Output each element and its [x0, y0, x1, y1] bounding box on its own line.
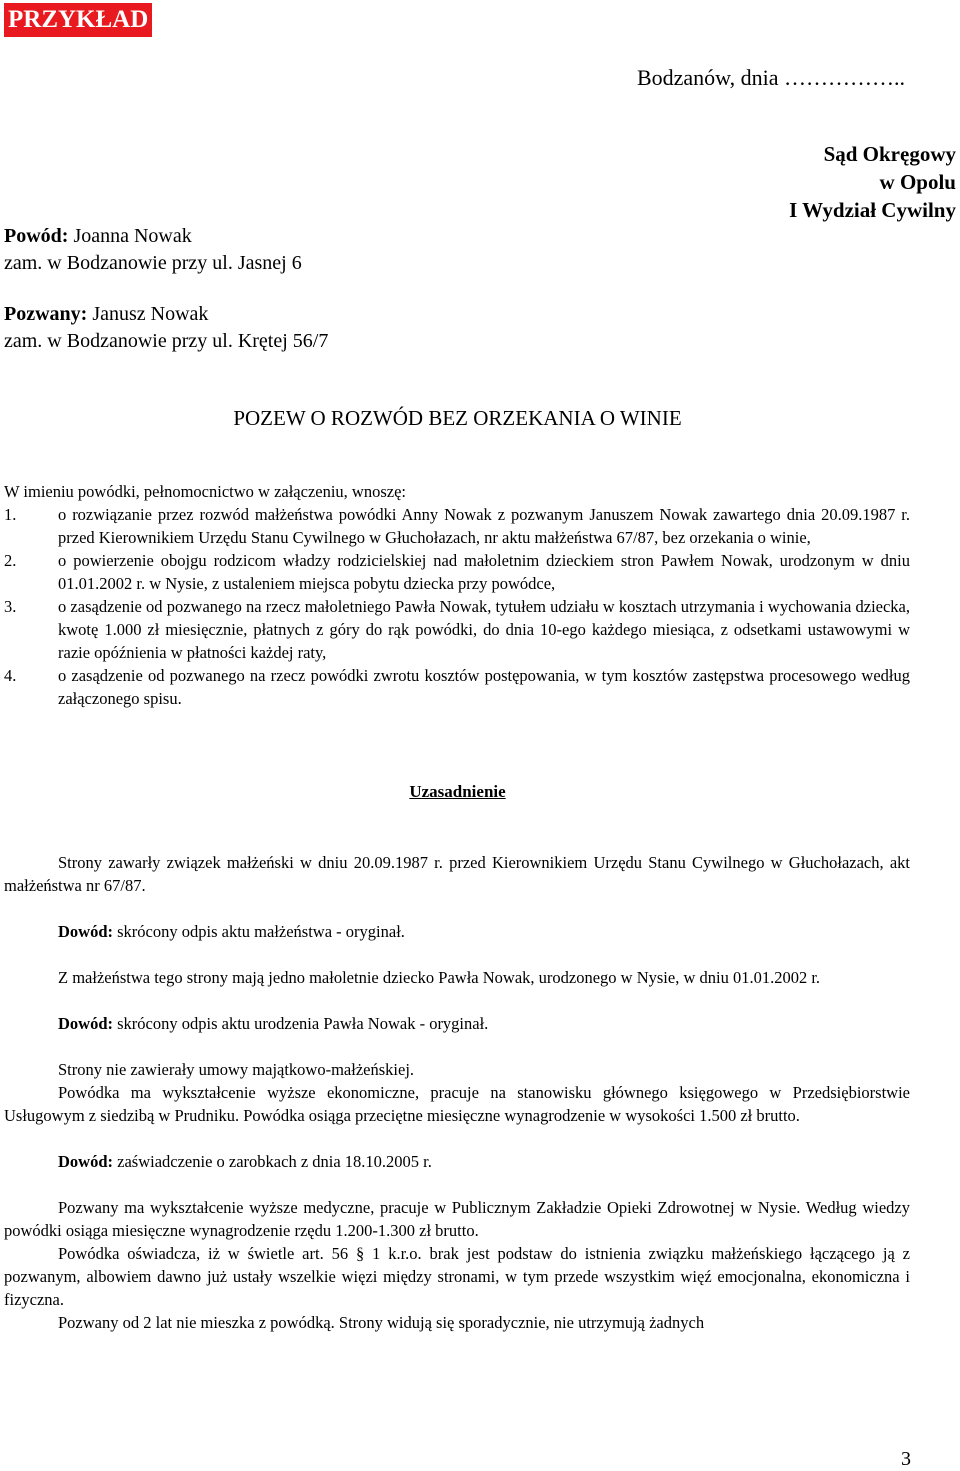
evidence-label: Dowód: [58, 1152, 114, 1171]
paragraph-child: Z małżeństwa tego strony mają jedno małoletnie dziecko Pawła Nowak, urodzonego w Nysie, w dniu 01.01.2002 r. [58, 968, 821, 987]
paragraph-defendant-income: Pozwany ma wykształcenie wyższe medyczne, pracuje w Publicznym Zakładzie Opieki Zdrowotnej w Nysie. Według wiedzy powódki osiąga miesięczne wynagrodzenie rzędu 1.200-1.300 zł brutto. [4, 1198, 910, 1240]
place-and-date: Bodzanów, dnia …………….. [636, 65, 905, 90]
claim-text: o rozwiązanie przez rozwód małżeństwa powódki Anny Nowak z pozwanym Januszem Nowak zawartego dnia 20.09.1987 r. przed Kierownikiem Urzędu Stanu Cywilnego w Głuchołazach, nr aktu małżeństwa 67/87, bez orzekania o winie, [58, 505, 910, 547]
evidence-income-cert [4, 1150, 910, 1173]
paragraph-marriage: Strony zawarły związek małżeński w dniu 20.09.1987 r. przed Kierownikiem Urzędu Stanu Cywilnego w Głuchołazach, akt małżeństwa nr 67/87. [4, 853, 910, 895]
justification-heading: Uzasadnienie [409, 782, 506, 801]
claim-number: 1. [4, 505, 17, 524]
claim-item [4, 503, 910, 549]
court-city: w Opolu [879, 170, 956, 194]
paragraph-plaintiff-income: Powódka ma wykształcenie wyższe ekonomiczne, pracuje na stanowisku głównego księgowego w Przedsiębiorstwie Usługowym z siedzibą w Prudniku. Powódka osiąga przeciętne miesięczne wynagrodzenie w wysokości 1.500 zł brutto. [4, 1083, 910, 1125]
court-address [789, 140, 956, 224]
evidence-text: zaświadczenie o zarobkach z dnia 18.10.2005 r. [113, 1152, 432, 1171]
claim-text: o zasądzenie od pozwanego na rzecz małoletniego Pawła Nowak, tytułem udziału w kosztach utrzymania i wychowania dziecka, kwotę 1.000 zł miesięcznie, płatnych z góry do rąk powódki, do dnia 10-ego każdego miesiąca, z odsetkami ustawowymi w razie opóźnienia w płatności każdej raty, [58, 597, 910, 662]
claim-number: 4. [4, 666, 17, 685]
paragraph-breakdown: Powódka oświadcza, iż w świetle art. 56 § 1 k.r.o. brak jest podstaw do istnienia związku małżeńskiego łączącego ją z pozwanym, albowiem dawno już ustały wszelkie więzi między stronami, w tym przede wszystkim więź emocjonalna, ekonomiczna i fizyczna. [4, 1244, 910, 1309]
document-title: POZEW O ROZWÓD BEZ ORZEKANIA O WINIE [233, 406, 682, 430]
claims-section [4, 480, 910, 710]
plaintiff-name: Joanna Nowak [68, 225, 192, 247]
claim-number: 2. [4, 551, 17, 570]
defendant-block [4, 301, 328, 355]
claims-intro: W imieniu powódki, pełnomocnictwo w załączeniu, wnoszę: [4, 482, 407, 501]
plaintiff-block [4, 223, 302, 277]
court-name: Sąd Okręgowy [823, 142, 956, 166]
claim-number: 3. [4, 597, 17, 616]
court-division: I Wydział Cywilny [789, 198, 956, 222]
claim-text: o powierzenie obojgu rodzicom władzy rodzicielskiej nad małoletnim dzieckiem stron Pawłem Nowak, urodzonym w dniu 01.01.2002 r. w Nysie, z ustaleniem miejsca pobytu dziecka przy powódce, [58, 551, 910, 593]
claim-item [4, 549, 910, 595]
justification-body [4, 851, 910, 1334]
defendant-label: Pozwany: [4, 303, 88, 325]
claim-item [4, 664, 910, 710]
paragraph-property: Strony nie zawierały umowy majątkowo-małżeńskiej. [58, 1060, 415, 1079]
plaintiff-address: zam. w Bodzanowie przy ul. Jasnej 6 [4, 252, 302, 274]
claim-item [4, 595, 910, 664]
evidence-label: Dowód: [58, 922, 114, 941]
evidence-marriage-cert [4, 920, 910, 943]
paragraph-separation: Pozwany od 2 lat nie mieszka z powódką. Strony widują się sporadycznie, nie utrzymują żadnych [58, 1313, 705, 1332]
defendant-name: Janusz Nowak [87, 303, 209, 325]
evidence-birth-cert [4, 1012, 910, 1035]
claims-list [4, 503, 910, 710]
plaintiff-label: Powód: [4, 225, 69, 247]
evidence-label: Dowód: [58, 1014, 114, 1033]
evidence-text: skrócony odpis aktu małżeństwa - oryginał. [113, 922, 405, 941]
defendant-address: zam. w Bodzanowie przy ul. Krętej 56/7 [4, 330, 329, 352]
claim-text: o zasądzenie od pozwanego na rzecz powódki zwrotu kosztów postępowania, w tym kosztów zastępstwa procesowego według załączonego spisu. [58, 666, 910, 708]
example-stamp: PRZYKŁAD [4, 3, 152, 37]
page-number: 3 [901, 1448, 911, 1470]
evidence-text: skrócony odpis aktu urodzenia Pawła Nowak - oryginał. [113, 1014, 489, 1033]
